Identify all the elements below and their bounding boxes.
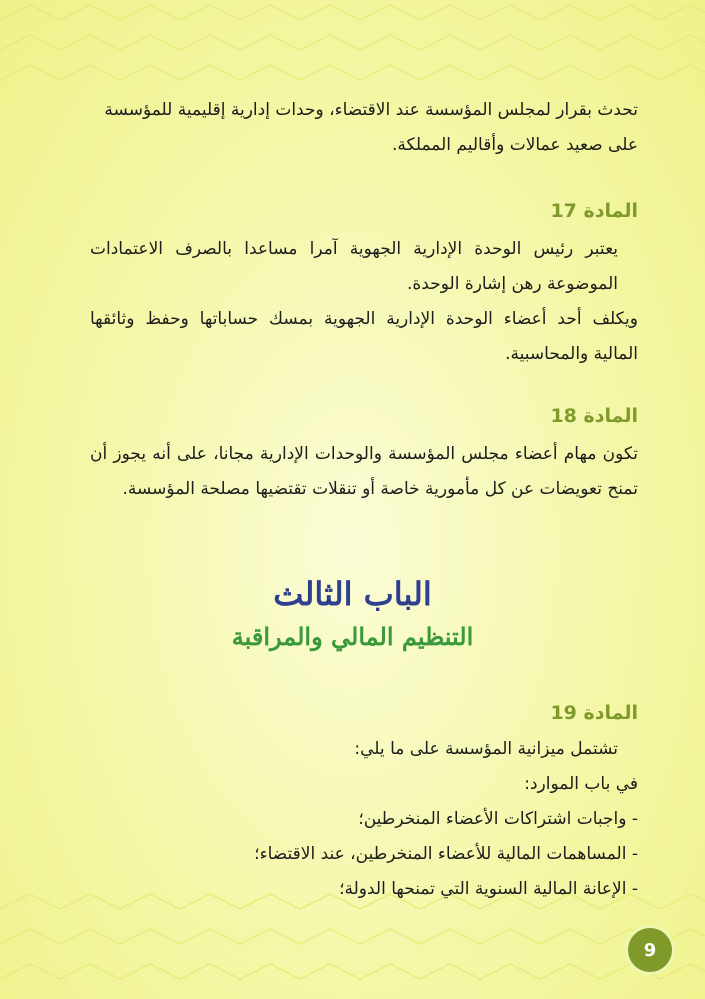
article-17-paragraph-2: ويكلف أحد أعضاء الوحدة الإدارية الجهوية بمسك حساباتها وحفظ وثائقها المالية والمحاسبية.	[90, 309, 638, 364]
page-number-badge	[628, 928, 672, 972]
article-17-heading: المادة 17	[550, 200, 638, 222]
article-19-body	[90, 732, 638, 907]
article-17-body	[90, 232, 638, 372]
intro-line-2: على صعيد عمالات وأقاليم المملكة.	[391, 135, 638, 155]
article-19-heading: المادة 19	[550, 702, 638, 724]
page-number: 9	[643, 939, 657, 961]
article-19-intro: تشتمل ميزانية المؤسسة على ما يلي:	[354, 739, 618, 759]
article-18-body	[90, 437, 638, 507]
list-item: - الإعانة المالية السنوية التي تمنحها الدولة؛	[339, 879, 638, 899]
chapter-title: الباب الثالث	[273, 575, 432, 613]
article-17-paragraph-1: يعتبر رئيس الوحدة الإدارية الجهوية آمرا مساعدا بالصرف الاعتمادات الموضوعة رهن إشارة الوحدة.	[90, 239, 618, 294]
article-18-heading: المادة 18	[550, 405, 638, 427]
intro-paragraph	[90, 93, 638, 163]
chapter-subtitle: التنظيم المالي والمراقبة	[231, 622, 474, 651]
intro-line-1: تحدث بقرار لمجلس المؤسسة عند الاقتضاء، وحدات إدارية إقليمية للمؤسسة	[104, 100, 638, 120]
list-item: - واجبات اشتراكات الأعضاء المنخرطين؛	[358, 809, 638, 829]
list-item: - المساهمات المالية للأعضاء المنخرطين، عند الاقتضاء؛	[254, 844, 638, 864]
article-18-paragraph-1: تكون مهام أعضاء مجلس المؤسسة والوحدات الإدارية مجانا، على أنه يجوز أن تمنح تعويضات عن كل مأمورية خاصة أو تنقلات تقتضيها مصلحة المؤسسة.	[90, 444, 638, 499]
article-19-section-label: في باب الموارد:	[524, 774, 638, 794]
